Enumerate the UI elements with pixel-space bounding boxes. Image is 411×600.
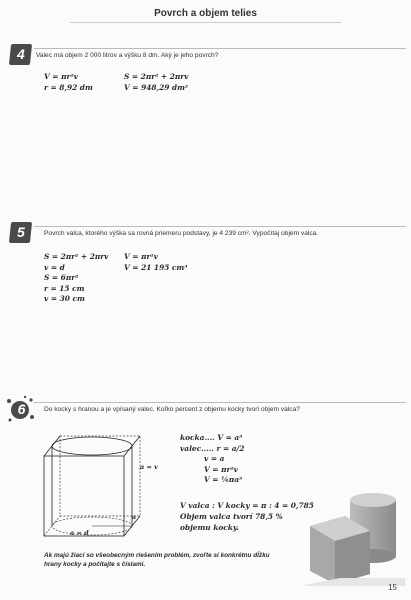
task-4-badge xyxy=(9,44,32,65)
task-4-answer: r = 8,92 dm xyxy=(44,82,93,92)
task-6-answer: V = ¼πa³ xyxy=(204,475,243,484)
task-6-answer: V = πr²v xyxy=(204,464,238,474)
task-5-answer: S = 2πr² + 2πrv xyxy=(44,252,109,261)
task-4-answer: S = 2πr² + 2πrv xyxy=(124,72,189,81)
task-5-rule xyxy=(34,226,406,227)
task-5-answer: S = 6πr² xyxy=(44,273,79,282)
task-6-answer: kocka.... V = a³ xyxy=(180,433,243,442)
task-6-number: 6 xyxy=(17,401,26,417)
task-6-result-line: V valca : V kocky = π : 4 = 0,785 xyxy=(180,501,314,510)
task-6-result-line: Objem valca tvorí 78,5 % xyxy=(180,512,283,521)
task-4-number: 4 xyxy=(16,46,25,62)
decorative-solids-image xyxy=(300,486,405,586)
page-title: Povrch a objem telies xyxy=(154,8,257,19)
page-number: 15 xyxy=(388,583,397,592)
cube-cylinder-figure xyxy=(38,432,168,547)
task-5-answer: V = 21 195 cm³ xyxy=(124,262,188,272)
label-edge: a xyxy=(132,513,137,521)
task-4-answer: V = πr²v xyxy=(44,72,78,81)
task-5-answer: V = πr²v xyxy=(124,252,158,261)
task-5-badge xyxy=(9,222,32,243)
task-5-text: Povrch valca, ktorého výška sa rovná priemeru podstavy, je 4 239 cm². Vypočítaj objem valca. xyxy=(44,230,319,237)
label-side: a = v xyxy=(140,463,158,471)
label-bottom: a = d xyxy=(70,529,89,537)
task-4-rule xyxy=(34,48,406,49)
task-6-note: Ak majú žiaci so všeobecným riešením problém, zvoľte si konkrétnu dĺžku hrany kocky a počítajte s číslami. xyxy=(44,552,270,568)
task-5-answer: v = 30 cm xyxy=(44,294,85,303)
task-6-rule xyxy=(34,402,406,403)
task-5-answers-right xyxy=(124,252,188,273)
task-6-text: Do kocky s hranou a je vpísaný valec. Koľko percent z objemu kocky tvorí objem valca? xyxy=(44,406,300,413)
task-5-answer: r = 15 cm xyxy=(44,283,85,293)
task-4-text: Valec má objem 2 000 litrov a výšku 8 dm. Aký je jeho povrch? xyxy=(36,52,219,59)
task-6-result xyxy=(180,500,314,533)
header-rule xyxy=(70,22,341,23)
task-4-answers-right xyxy=(124,72,188,93)
task-5-answer: v = d xyxy=(44,262,65,272)
task-6-answer: v = a xyxy=(204,454,225,463)
task-6-result-line: objemu kocky. xyxy=(180,523,239,532)
task-5-answers-left xyxy=(44,252,108,305)
task-6-answers xyxy=(180,433,244,486)
task-6-answer: valec..... r = a/2 xyxy=(180,443,245,453)
task-5-number: 5 xyxy=(16,224,25,240)
task-4-answers-left xyxy=(44,72,93,93)
task-4-answer: V = 948,29 dm² xyxy=(124,82,189,92)
